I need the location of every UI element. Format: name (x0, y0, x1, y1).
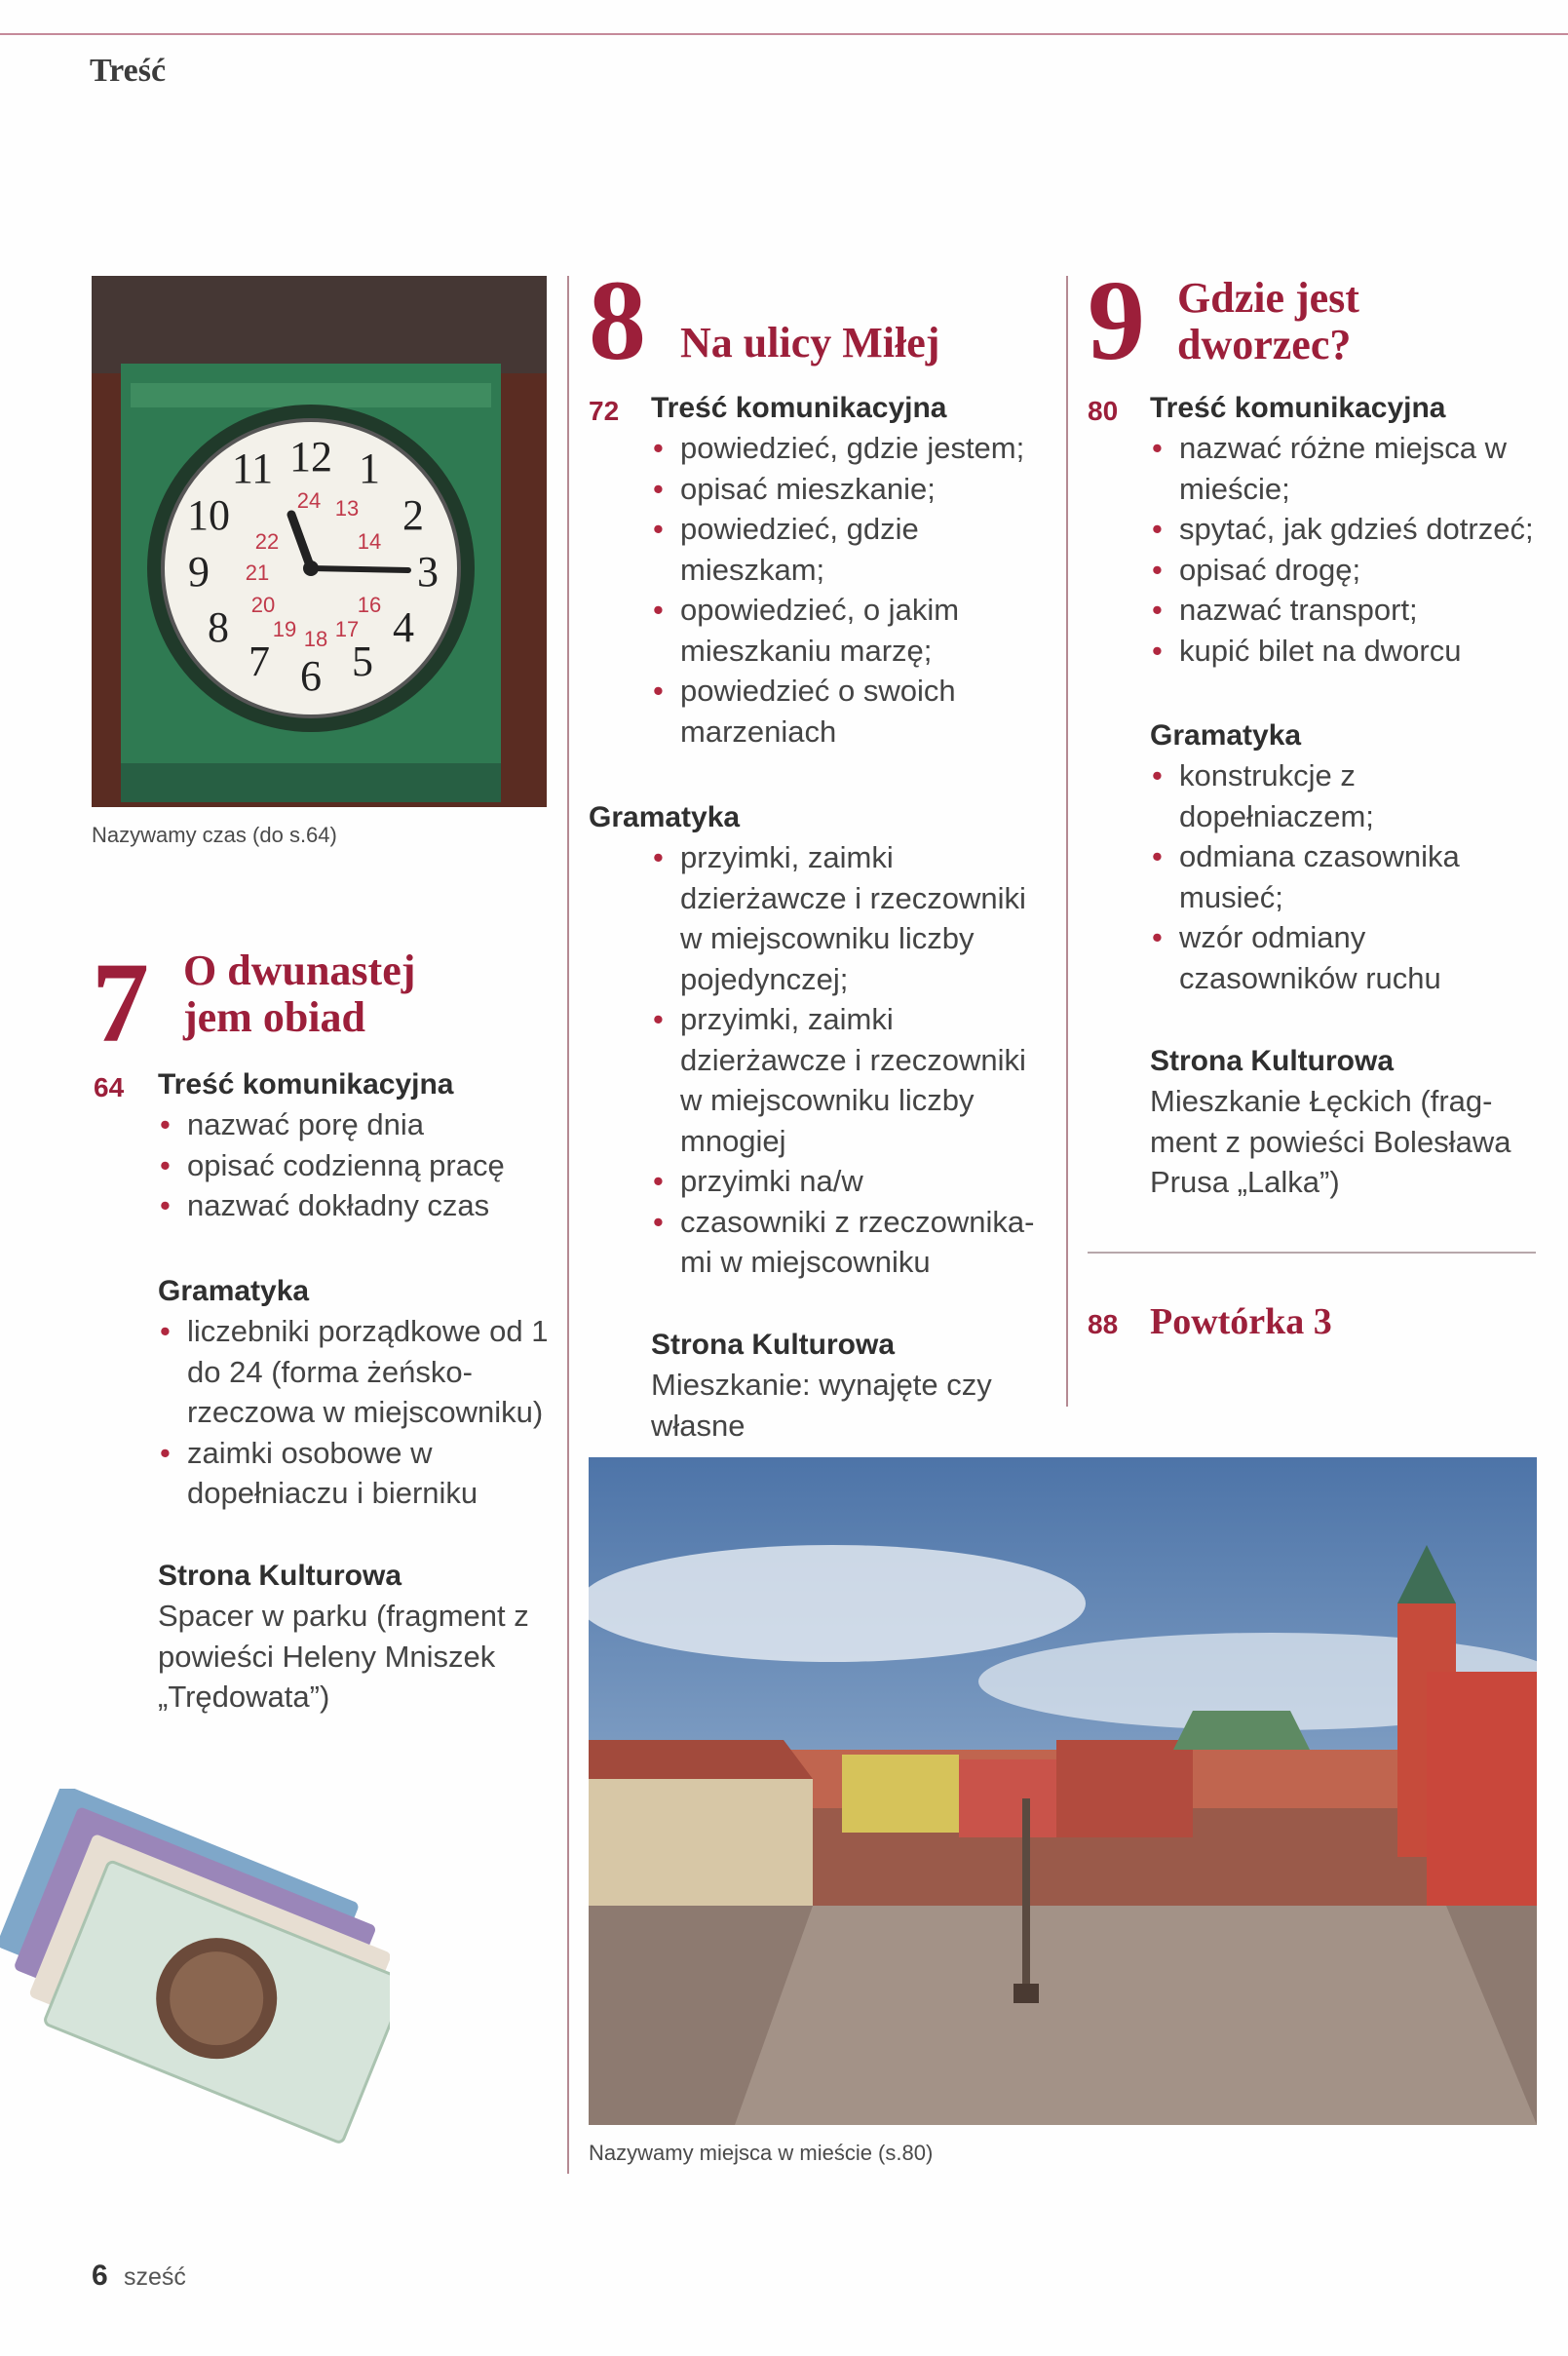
list-item: • opowiedzieć, o jakim mieszkaniu marzę; (651, 590, 1051, 671)
svg-text:13: 13 (334, 496, 360, 521)
list-item: • zaimki osobowe w dopełniaczu i bierniku (158, 1433, 562, 1514)
list-item: • opisać drogę; (1150, 550, 1549, 591)
svg-text:16: 16 (357, 593, 382, 617)
chapter-8-comm-list (651, 428, 1051, 752)
list-item: • powiedzieć, gdzie jestem; (651, 428, 1051, 469)
list-item: • liczebniki porządkowe od 1 do 24 (forma żeńsko-rzeczowa w miejscowniku) (158, 1311, 562, 1433)
list-item: • nazwać transport; (1150, 590, 1549, 631)
svg-text:9: 9 (188, 548, 210, 596)
chapter-7-title-line2: jem obiad (183, 992, 365, 1041)
chapter-8-culture-text: Mieszkanie: wynajęte czy własne (651, 1368, 992, 1443)
column-rule-1 (567, 276, 569, 2174)
list-item: • przyimki na/w (651, 1161, 1051, 1202)
svg-text:8: 8 (208, 603, 229, 651)
list-item: • opisać codzienną pracę (158, 1145, 587, 1186)
list-item: • nazwać porę dnia (158, 1104, 587, 1145)
chapter-8-grammar-list (651, 837, 1051, 1283)
chapter-9-culture-heading: Strona Kulturowa (1150, 1045, 1395, 1077)
chapter-8-comm-heading: Treść komunikacyjna (651, 392, 947, 424)
svg-text:2: 2 (402, 491, 424, 539)
list-item: • odmiana czasownika musieć; (1150, 836, 1549, 917)
chapter-8-culture-heading: Strona Kulturowa (651, 1329, 896, 1361)
chapter-9-culture-text: Mieszkanie Łęckich (frag-ment z powieści Bolesława Prusa „Lalka”) (1150, 1084, 1511, 1199)
chapter-9-page: 80 (1088, 396, 1119, 426)
list-item: • wzór odmiany czasowników ruchu (1150, 917, 1549, 998)
column-rule-2 (1066, 276, 1068, 1407)
chapter-7-comm-list (158, 1104, 587, 1226)
list-item: • nazwać różne miejsca w mieście; (1150, 428, 1549, 509)
page-number: 6 (92, 2259, 108, 2292)
page-number-word: sześć (124, 2263, 186, 2291)
chapter-7-comm-heading: Treść komunikacyjna (158, 1068, 454, 1101)
chapter-8-number: 8 (589, 256, 646, 384)
review-rule (1088, 1252, 1536, 1254)
city-photo-caption: Nazywamy miejsca w mieście (s.80) (589, 2141, 934, 2165)
list-item: • powiedzieć o swoich marzeniach (651, 671, 1051, 752)
chapter-7-culture-heading: Strona Kulturowa (158, 1560, 402, 1592)
chapter-9-title-line1: Gdzie jest (1177, 274, 1359, 322)
list-item: • powiedzieć, gdzie mieszkam; (651, 509, 1051, 590)
list-item: • kupić bilet na dworcu (1150, 631, 1549, 672)
list-item: • przyimki, zaimki dzierżawcze i rzeczowniki w miejscowniku liczby pojedynczej; (651, 837, 1051, 999)
clock-photo (92, 276, 547, 807)
svg-text:4: 4 (393, 603, 414, 651)
chapter-7-grammar-list (158, 1311, 562, 1514)
list-item: • opisać mieszkanie; (651, 469, 1051, 510)
svg-text:11: 11 (231, 444, 274, 492)
svg-text:7: 7 (249, 637, 270, 685)
chapter-7-culture-text: Spacer w parku (fragment z powieści Heleny Mniszek „Trędowata”) (158, 1599, 529, 1714)
list-item: • przyimki, zaimki dzierżawcze i rzeczowniki w miejscowniku liczby mnogiej (651, 999, 1051, 1161)
chapter-9-comm-heading: Treść komunikacyjna (1150, 392, 1446, 424)
svg-text:6: 6 (300, 652, 322, 700)
svg-text:1: 1 (359, 444, 380, 492)
svg-text:20: 20 (250, 593, 276, 617)
review-page: 88 (1088, 1309, 1119, 1339)
svg-text:3: 3 (417, 548, 439, 596)
list-item: • czasowniki z rzeczownika-mi w miejscowniku (651, 1202, 1051, 1283)
chapter-9-number: 9 (1088, 256, 1145, 384)
svg-text:10: 10 (187, 491, 230, 539)
svg-text:24: 24 (296, 488, 322, 513)
chapter-9-comm-list (1150, 428, 1549, 671)
svg-text:17: 17 (334, 617, 360, 641)
chapter-9-title-line2: dworzec? (1177, 320, 1352, 368)
svg-text:22: 22 (254, 529, 280, 554)
svg-text:18: 18 (303, 627, 328, 651)
chapter-9-title (1177, 275, 1359, 367)
svg-text:21: 21 (245, 560, 270, 585)
svg-text:12: 12 (289, 433, 332, 481)
chapter-7-grammar-heading: Gramatyka (158, 1275, 310, 1307)
chapter-8-page: 72 (589, 396, 620, 426)
svg-text:5: 5 (352, 637, 373, 685)
list-item: • konstrukcje z dopełniaczem; (1150, 755, 1549, 836)
chapter-7-title-line1: O dwunastej (183, 946, 416, 994)
chapter-9-grammar-heading: Gramatyka (1150, 719, 1302, 752)
chapter-7-number: 7 (92, 939, 149, 1066)
chapter-7-title (183, 947, 415, 1040)
svg-text:19: 19 (272, 617, 297, 641)
review-title: Powtórka 3 (1150, 1301, 1332, 1342)
banknotes-photo (0, 1789, 390, 2164)
clock-photo-caption: Nazywamy czas (do s.64) (92, 823, 337, 847)
list-item: • nazwać dokładny czas (158, 1185, 587, 1226)
chapter-8-grammar-heading: Gramatyka (589, 801, 741, 833)
svg-text:14: 14 (357, 529, 382, 554)
section-title: Treść (90, 53, 167, 89)
city-photo (589, 1457, 1537, 2125)
chapter-9-grammar-list (1150, 755, 1549, 998)
top-rule (0, 33, 1568, 35)
list-item: • spytać, jak gdzieś dotrzeć; (1150, 509, 1549, 550)
chapter-8-title: Na ulicy Miłej (680, 319, 940, 367)
chapter-7-page: 64 (94, 1072, 125, 1102)
